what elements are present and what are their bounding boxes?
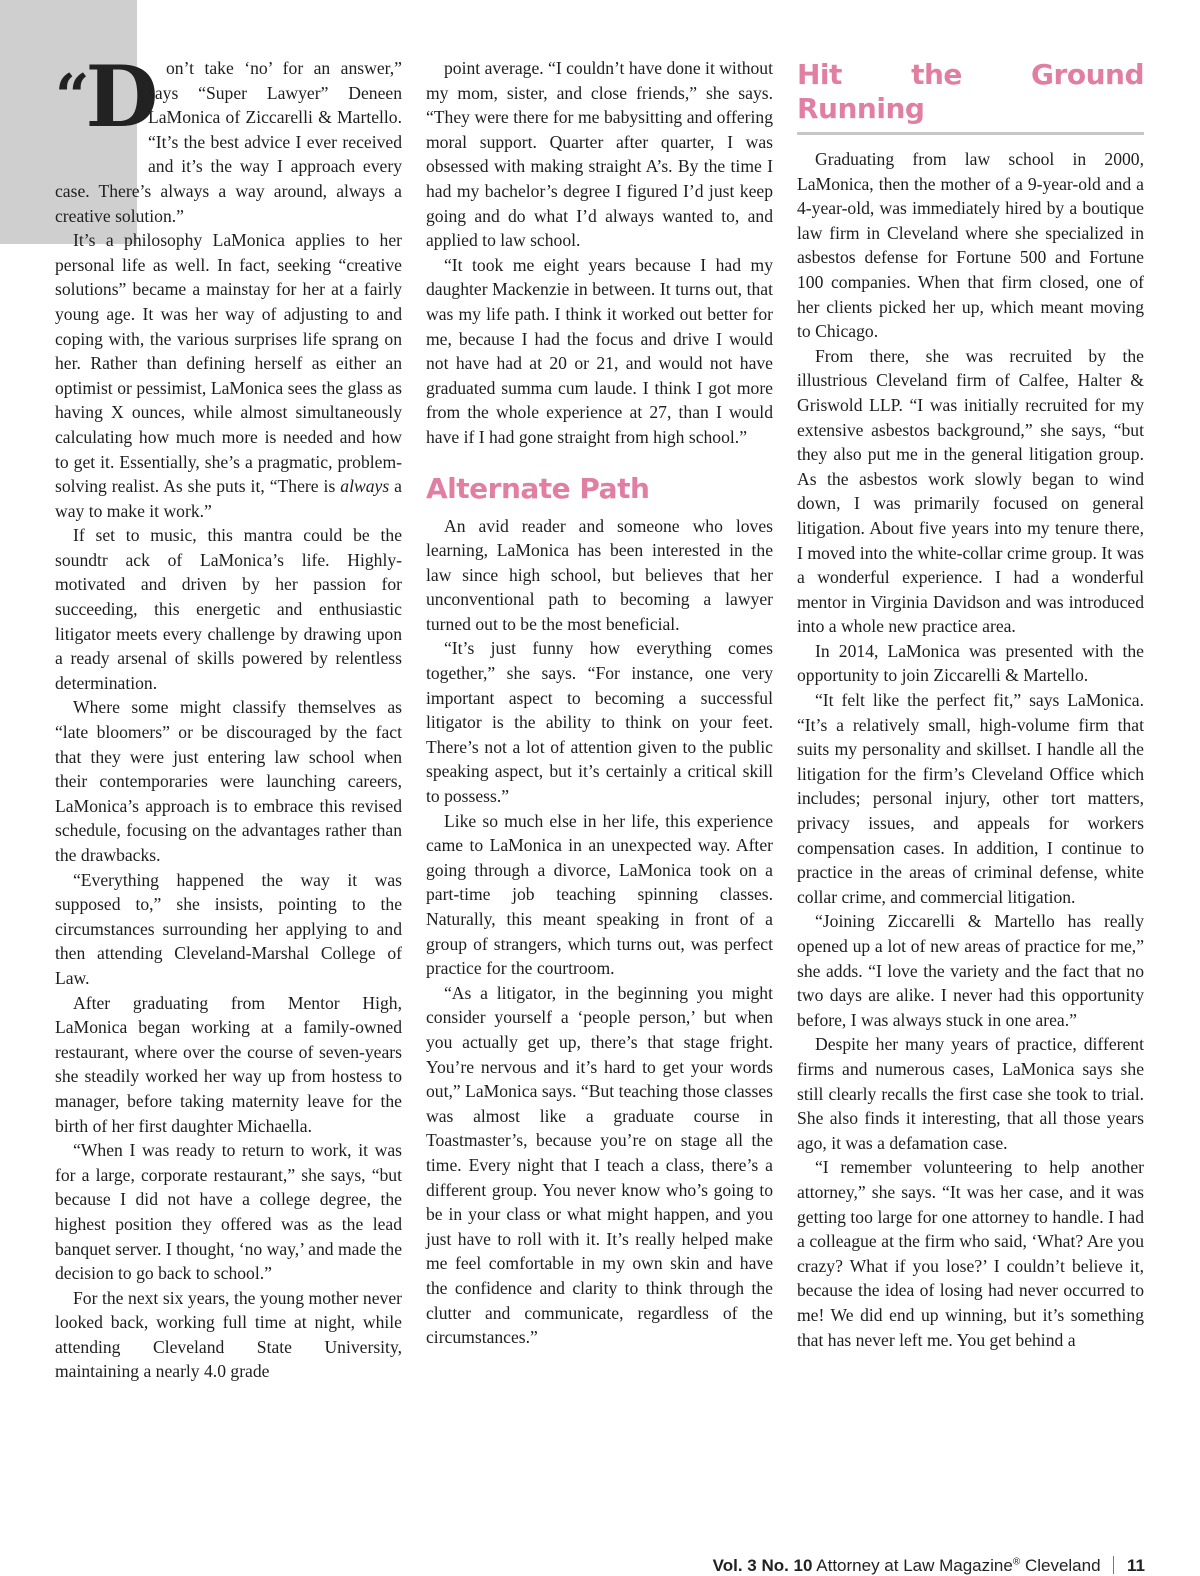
footer-volume: Vol. 3 No. 10 [712, 1556, 813, 1575]
paragraph: “As a litigator, in the beginning you might consider yourself a ‘people person,’ but when you actually get up, there’s that stage fright. You’re nervous and it’s hard to get your words out,” LaMonica says. “But teaching those classes was almost like a graduate course in Toastmaster’s, because you’re on stage all the time. Every night that I teach a class, there’s a different group. You never know who’s going to be in your class or what might happen, and you just have to roll with it. It’s really helped make me feel comfortable in my own skin and have the confidence and clarity to think through the clutter and communicate, regardless of the circumstances.” [426, 982, 773, 1348]
paragraph: “I remember volunteering to help another attorney,” she says. “It was her case, and it was getting too large for one attorney to handle. I had a colleague at the firm who said, ‘What? Are you crazy? What if you lose?’ I couldn’t believe it, because the idea of losing had never occurred to me! We did end up winning, but it’s something that has never left me. You get behind a [797, 1157, 1144, 1350]
paragraph: From there, she was recruited by the illustrious Cleveland firm of Calfee, Halter & Griswold LLP. “I was initially recruited for my extensive asbestos background,” she says, “but they also put me in the general litigation group. As the asbestos work slowly began to wind down, I was primarily focused on general litigation. About five years into my tenure there, I moved into the white-collar crime group. It was a wonderful experience. I had a wonderful mentor in Virginia Davidson and was introduced into a whole new practice area. [797, 345, 1144, 637]
page-number: 11 [1127, 1556, 1145, 1575]
column-2-body-bottom [426, 514, 773, 1350]
footer-magazine: Attorney at Law Magazine [816, 1556, 1013, 1575]
paragraph: point average. “I couldn’t have done it without my mom, sister, and close friends,” she says. “They were there for me babysitting and offering moral support. Quarter after quarter, I was obsessed with making straight A’s. By the time I had my bachelor’s degree I figured I’d just keep going and do what I’d always wanted to, and applied to law school. [426, 58, 773, 251]
paragraph: Despite her many years of practice, different firms and numerous cases, LaMonica says she still clearly recalls the first case she took to trial. She also finds it interesting, that all those years ago, it was a defamation case. [797, 1034, 1144, 1153]
paragraph: An avid reader and someone who loves learning, LaMonica has been interested in the law since high school, but believes that her unconventional path to becoming a lawyer turned out to be the most beneficial. [426, 515, 773, 634]
paragraph: Where some might classify themselves as “late bloomers” or be discouraged by the fact that they were just entering law school when their contemporaries were launching careers, LaMonica’s approach is to embrace this revised schedule, focusing on the advantages rather than the drawbacks. [55, 697, 402, 865]
drop-cap-letter: D [85, 47, 159, 146]
column-2-body-top [426, 56, 773, 450]
column-1-body [55, 228, 402, 1384]
paragraph: “When I was ready to return to work, it was for a large, corporate restaurant,” she says, “but because I did not have a college degree, the highest position they offered was as the lead banquet server. I thought, ‘no way,’ and made the decision to go back to school.” [55, 1140, 402, 1284]
paragraph: “It took me eight years because I had my daughter Mackenzie in between. It turns out, that was my life path. I think it worked out better for me, because I had the focus and drive I would not have had at 20 or 21, and would not have graduated summa cum laude. I think I got more from the whole experience at 27, than I would have if I had gone straight from high school.” [426, 254, 773, 447]
drop-cap [55, 47, 159, 158]
paragraph: “Joining Ziccarelli & Martello has really opened up a lot of new areas of practice for me,” she adds. “I love the variety and the fact that no two days are alike. I never had this opportunity before, I was always stuck in one area.” [797, 911, 1144, 1030]
article-column-3 [797, 58, 1144, 1352]
column-3-body [797, 147, 1144, 1352]
heading-hit-the-ground-running: Hit the Ground Running [797, 58, 1144, 135]
article-column-2 [426, 56, 773, 1350]
lead-paragraph: on’t take ‘no’ for an answer,” says “Super Lawyer” Deneen LaMonica of Ziccarelli & Martello. “It’s the best advice I ever received and it’s the way I approach every case. There’s always a way around, always a creative solution.” [55, 58, 402, 226]
footer-city: Cleveland [1024, 1556, 1101, 1575]
paragraph: For the next six years, the young mother never looked back, working full time at night, while attending Cleveland State University, maintaining a nearly 4.0 grade [55, 1287, 402, 1382]
drop-cap-quote: “ [55, 62, 86, 132]
page-footer [713, 1556, 1145, 1576]
footer-divider [1113, 1556, 1114, 1574]
heading-alternate-path: Alternate Path [426, 471, 650, 505]
paragraph: Like so much else in her life, this experience came to LaMonica in an unexpected way. After going through a divorce, LaMonica took on a part-time job teaching spinning classes. Naturally, this meant speaking in front of a group of strangers, which turns out, was perfect practice for the courtroom. [426, 810, 773, 979]
paragraph: If set to music, this mantra could be the soundtr ack of LaMonica’s life. Highly-motivated and driven by her passion for succeeding, this energetic and enthusiastic litigator meets every challenge by drawing upon a ready arsenal of skills powered by relentless determination. [55, 525, 402, 693]
paragraph: “Everything happened the way it was supposed to,” she insists, pointing to the circumstances surrounding her applying to and then attending Cleveland-Marshal College of Law. [55, 869, 402, 988]
paragraph: In 2014, LaMonica was presented with the opportunity to join Ziccarelli & Martello. [797, 640, 1144, 686]
article-column-1 [55, 47, 402, 1384]
paragraph: After graduating from Mentor High, LaMonica began working at a family-owned restaurant, where over the course of seven-years she steadily worked her way up from hostess to manager, before taking maternity leave for the birth of her first daughter Michaella. [55, 992, 402, 1136]
paragraph: It’s a philosophy LaMonica applies to her personal life as well. In fact, seeking “creative solutions” became a mainstay for her at a fairly young age. It was her way of adjusting to and coping with, the various surprises life sprang on her. Rather than defining herself as either an optimist or pessimist, LaMonica sees the glass as having X ounces, while almost simultaneously calculating how much more is needed and how to get it. Essentially, she’s a pragmatic, problem-solving realist. As she puts it, “There is always a way to make it work.” [55, 230, 402, 521]
paragraph: “It’s just funny how everything comes together,” she says. “For instance, one very important aspect to becoming a successful litigator is the ability to think on your feet. There’s not a lot of attention given to the public speaking aspect, but it’s certainly a critical skill to possess.” [426, 638, 773, 807]
paragraph: “It felt like the perfect fit,” says LaMonica. “It’s a relatively small, high-volume firm that suits my personality and skillset. I handle all the litigation for the firm’s Cleveland Office which includes; personal injury, other tort matters, privacy issues, and appeals for workers compensation cases. In addition, I continue to practice in the areas of criminal defense, white collar crime, and commercial litigation. [797, 690, 1144, 907]
paragraph: Graduating from law school in 2000, LaMonica, then the mother of a 9-year-old and a 4-year-old, was immediately hired by a boutique law firm in Cleveland where she specialized in asbestos defense for Fortune 500 and Fortune 100 companies. When that firm closed, one of her clients picked her up, which meant moving to Chicago. [797, 149, 1144, 342]
article-lead [55, 47, 402, 228]
registered-mark: ® [1012, 1556, 1021, 1568]
